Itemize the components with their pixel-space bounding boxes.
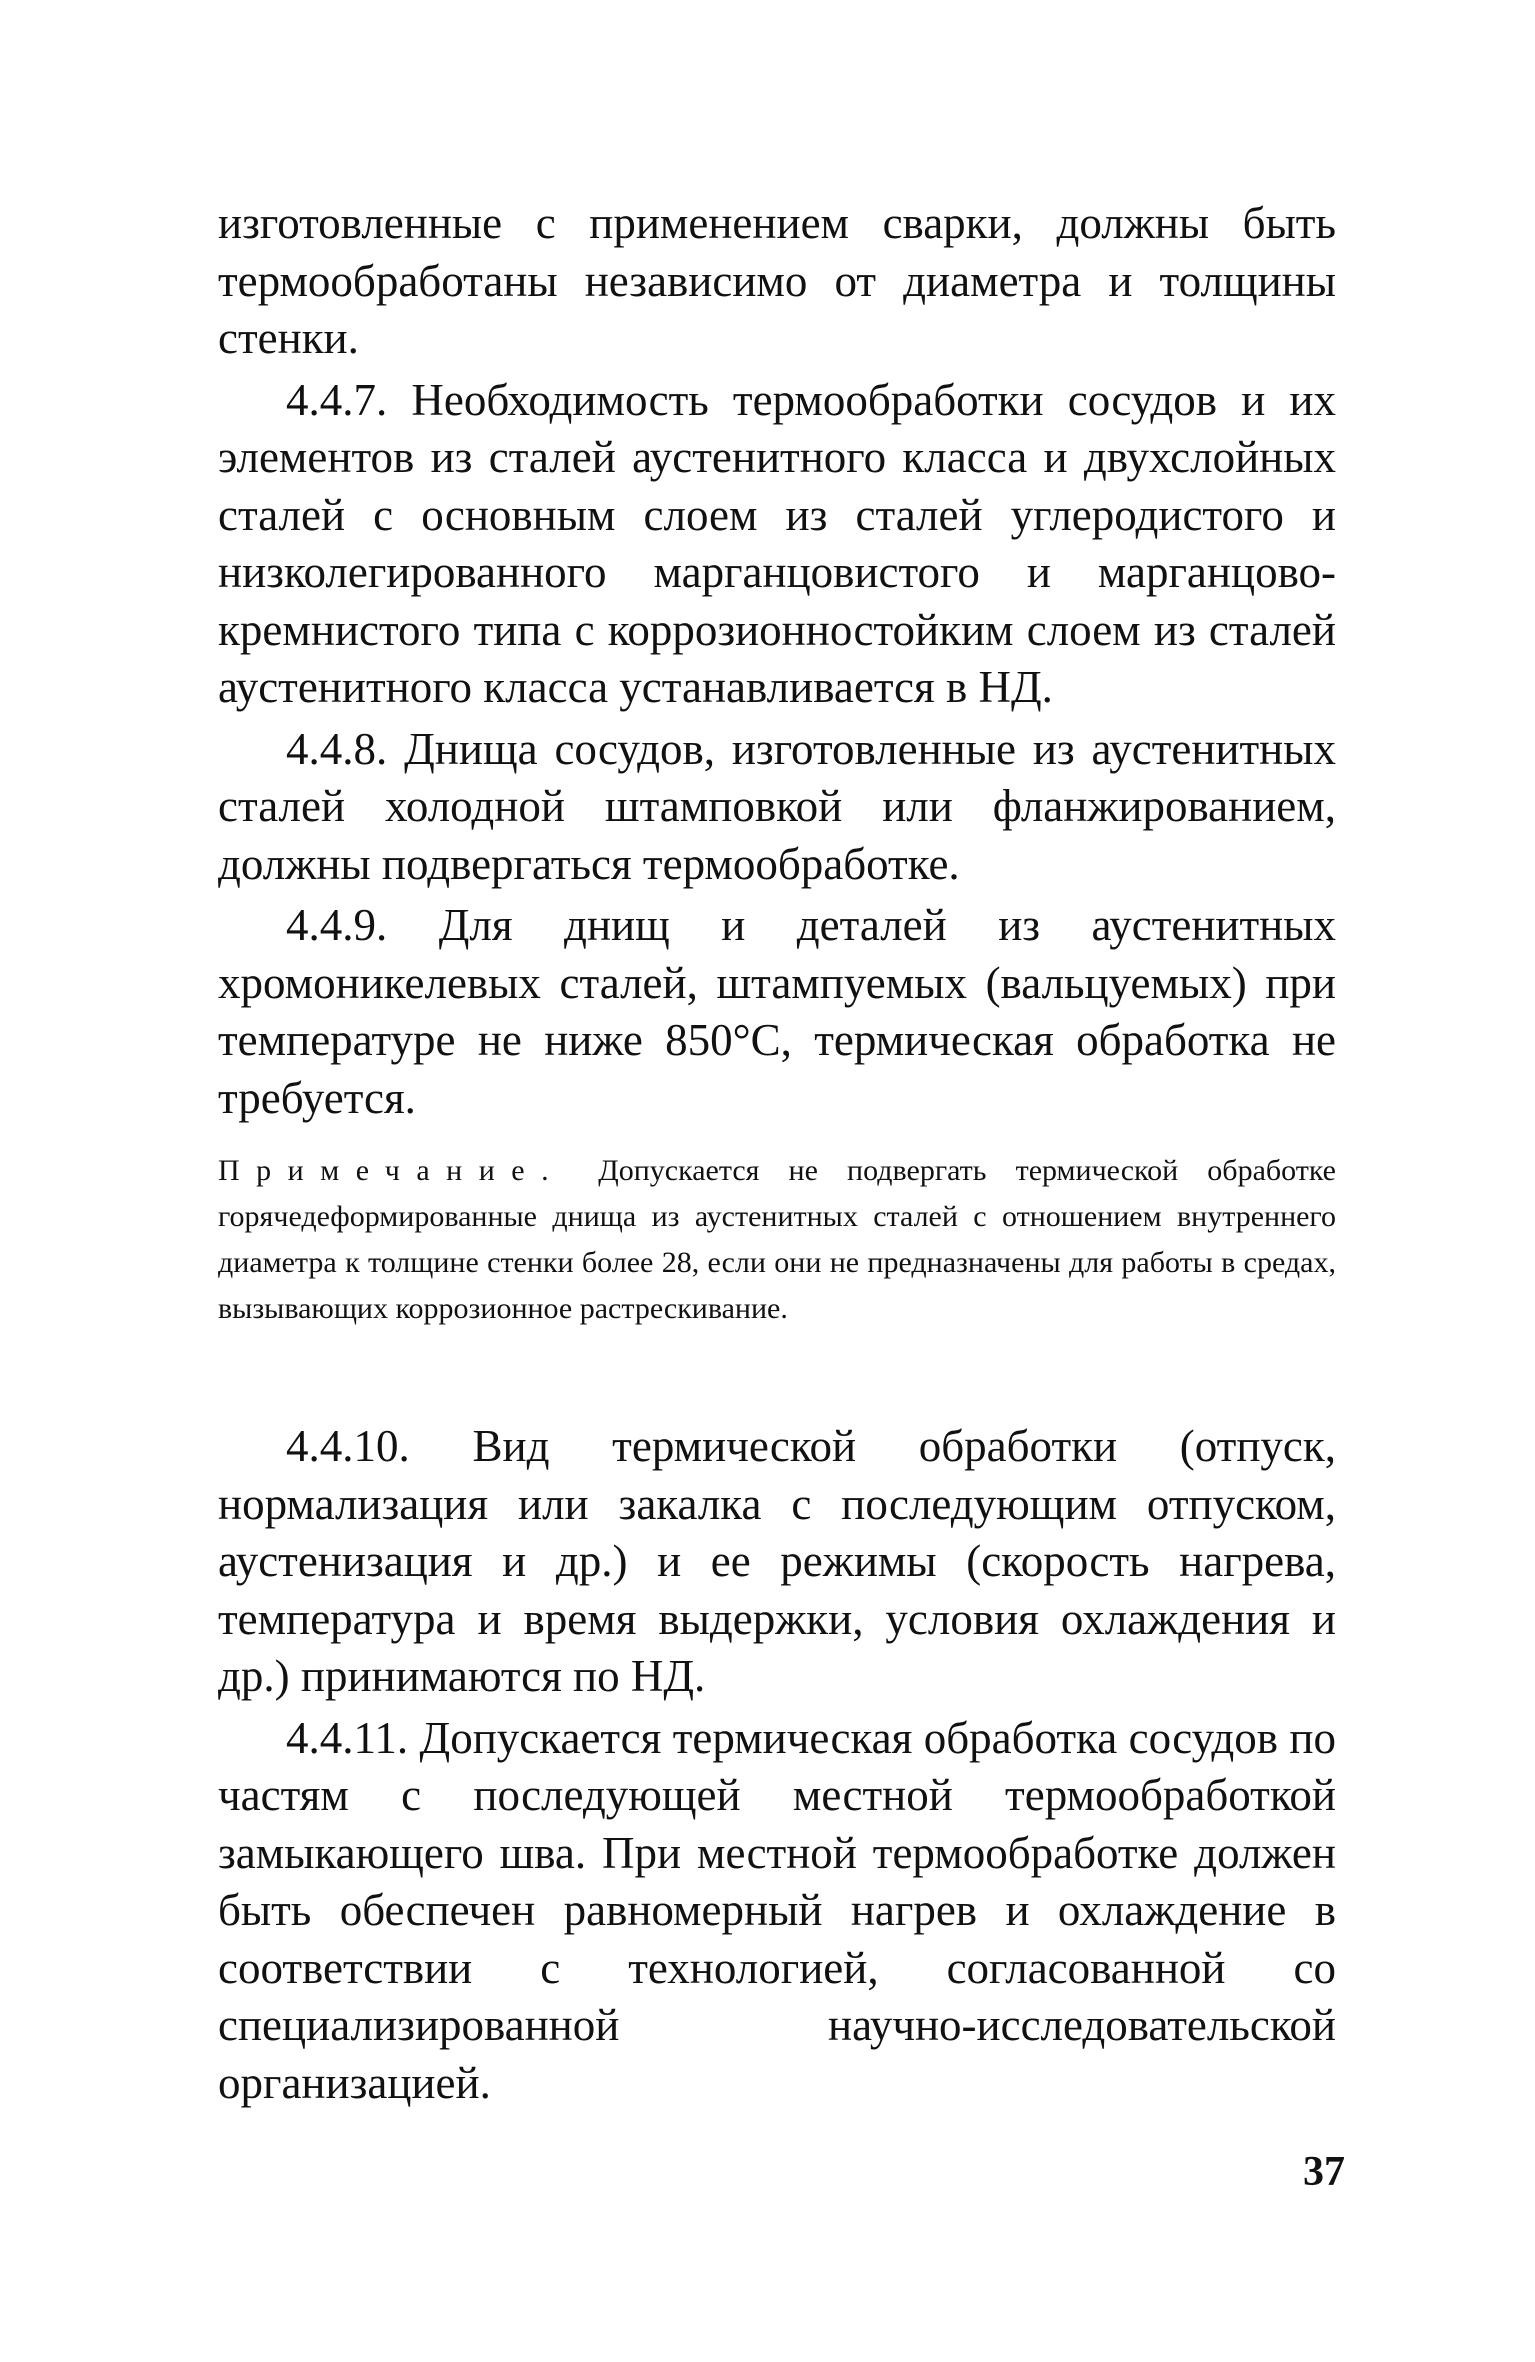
paragraph-4-4-11: 4.4.11. Допускается термическая обработка сосудов по частям с последующей местной термообработкой замыкающего шва. При местной термообработке должен быть обеспечен равномерный нагрев и охлаждение в соответствии с технологией, согласованной со специализированной научно-исследовательской организацией. — [218, 1712, 1336, 2108]
note-block — [218, 1148, 1336, 1332]
paragraph-continuation: изготовленные с применением сварки, должны быть термообработаны независимо от диаметра и толщины стенки. — [218, 198, 1336, 363]
paragraph-4-4-8: 4.4.8. Днища сосудов, изготовленные из аустенитных сталей холодной штамповкой или фланжированием, должны подвергаться термообработке. — [218, 723, 1336, 889]
paragraph-4-4-9: 4.4.9. Для днищ и деталей из аустенитных хромоникелевых сталей, штампуемых (вальцуемых) при температуре не ниже 850°С, термическая обработка не требуется. — [218, 900, 1336, 1123]
note-label: Примечание. — [218, 1154, 566, 1187]
note-text: Допускается не подвергать термической обработке горячедеформированные днища из аустенитных сталей с отношением внутреннего диаметра к толщине стенки более 28, если они не предназначены для работы в средах, вызывающих коррозионное растрескивание. — [218, 1154, 1337, 1325]
paragraph-4-4-7: 4.4.7. Необходимость термообработки сосудов и их элементов из сталей аустенитного класса и двухслойных сталей с основным слоем из сталей углеродистого и низколегированного марганцовистого и марганцово-кремнистого типа с коррозионностойким слоем из сталей аустенитного класса устанавливается в НД. — [218, 374, 1336, 712]
body-text-bottom — [218, 1418, 1336, 2112]
paragraph-4-4-10: 4.4.10. Вид термической обработки (отпуск, нормализация или закалка с последующим отпуском, аустенизация и др.) и ее режимы (скорость нагрева, температура и время выдержки, условия охлаждения и др.) принимаются по НД. — [218, 1421, 1336, 1701]
body-text-top — [218, 195, 1336, 1127]
page-number: 37 — [1303, 2149, 1345, 2195]
